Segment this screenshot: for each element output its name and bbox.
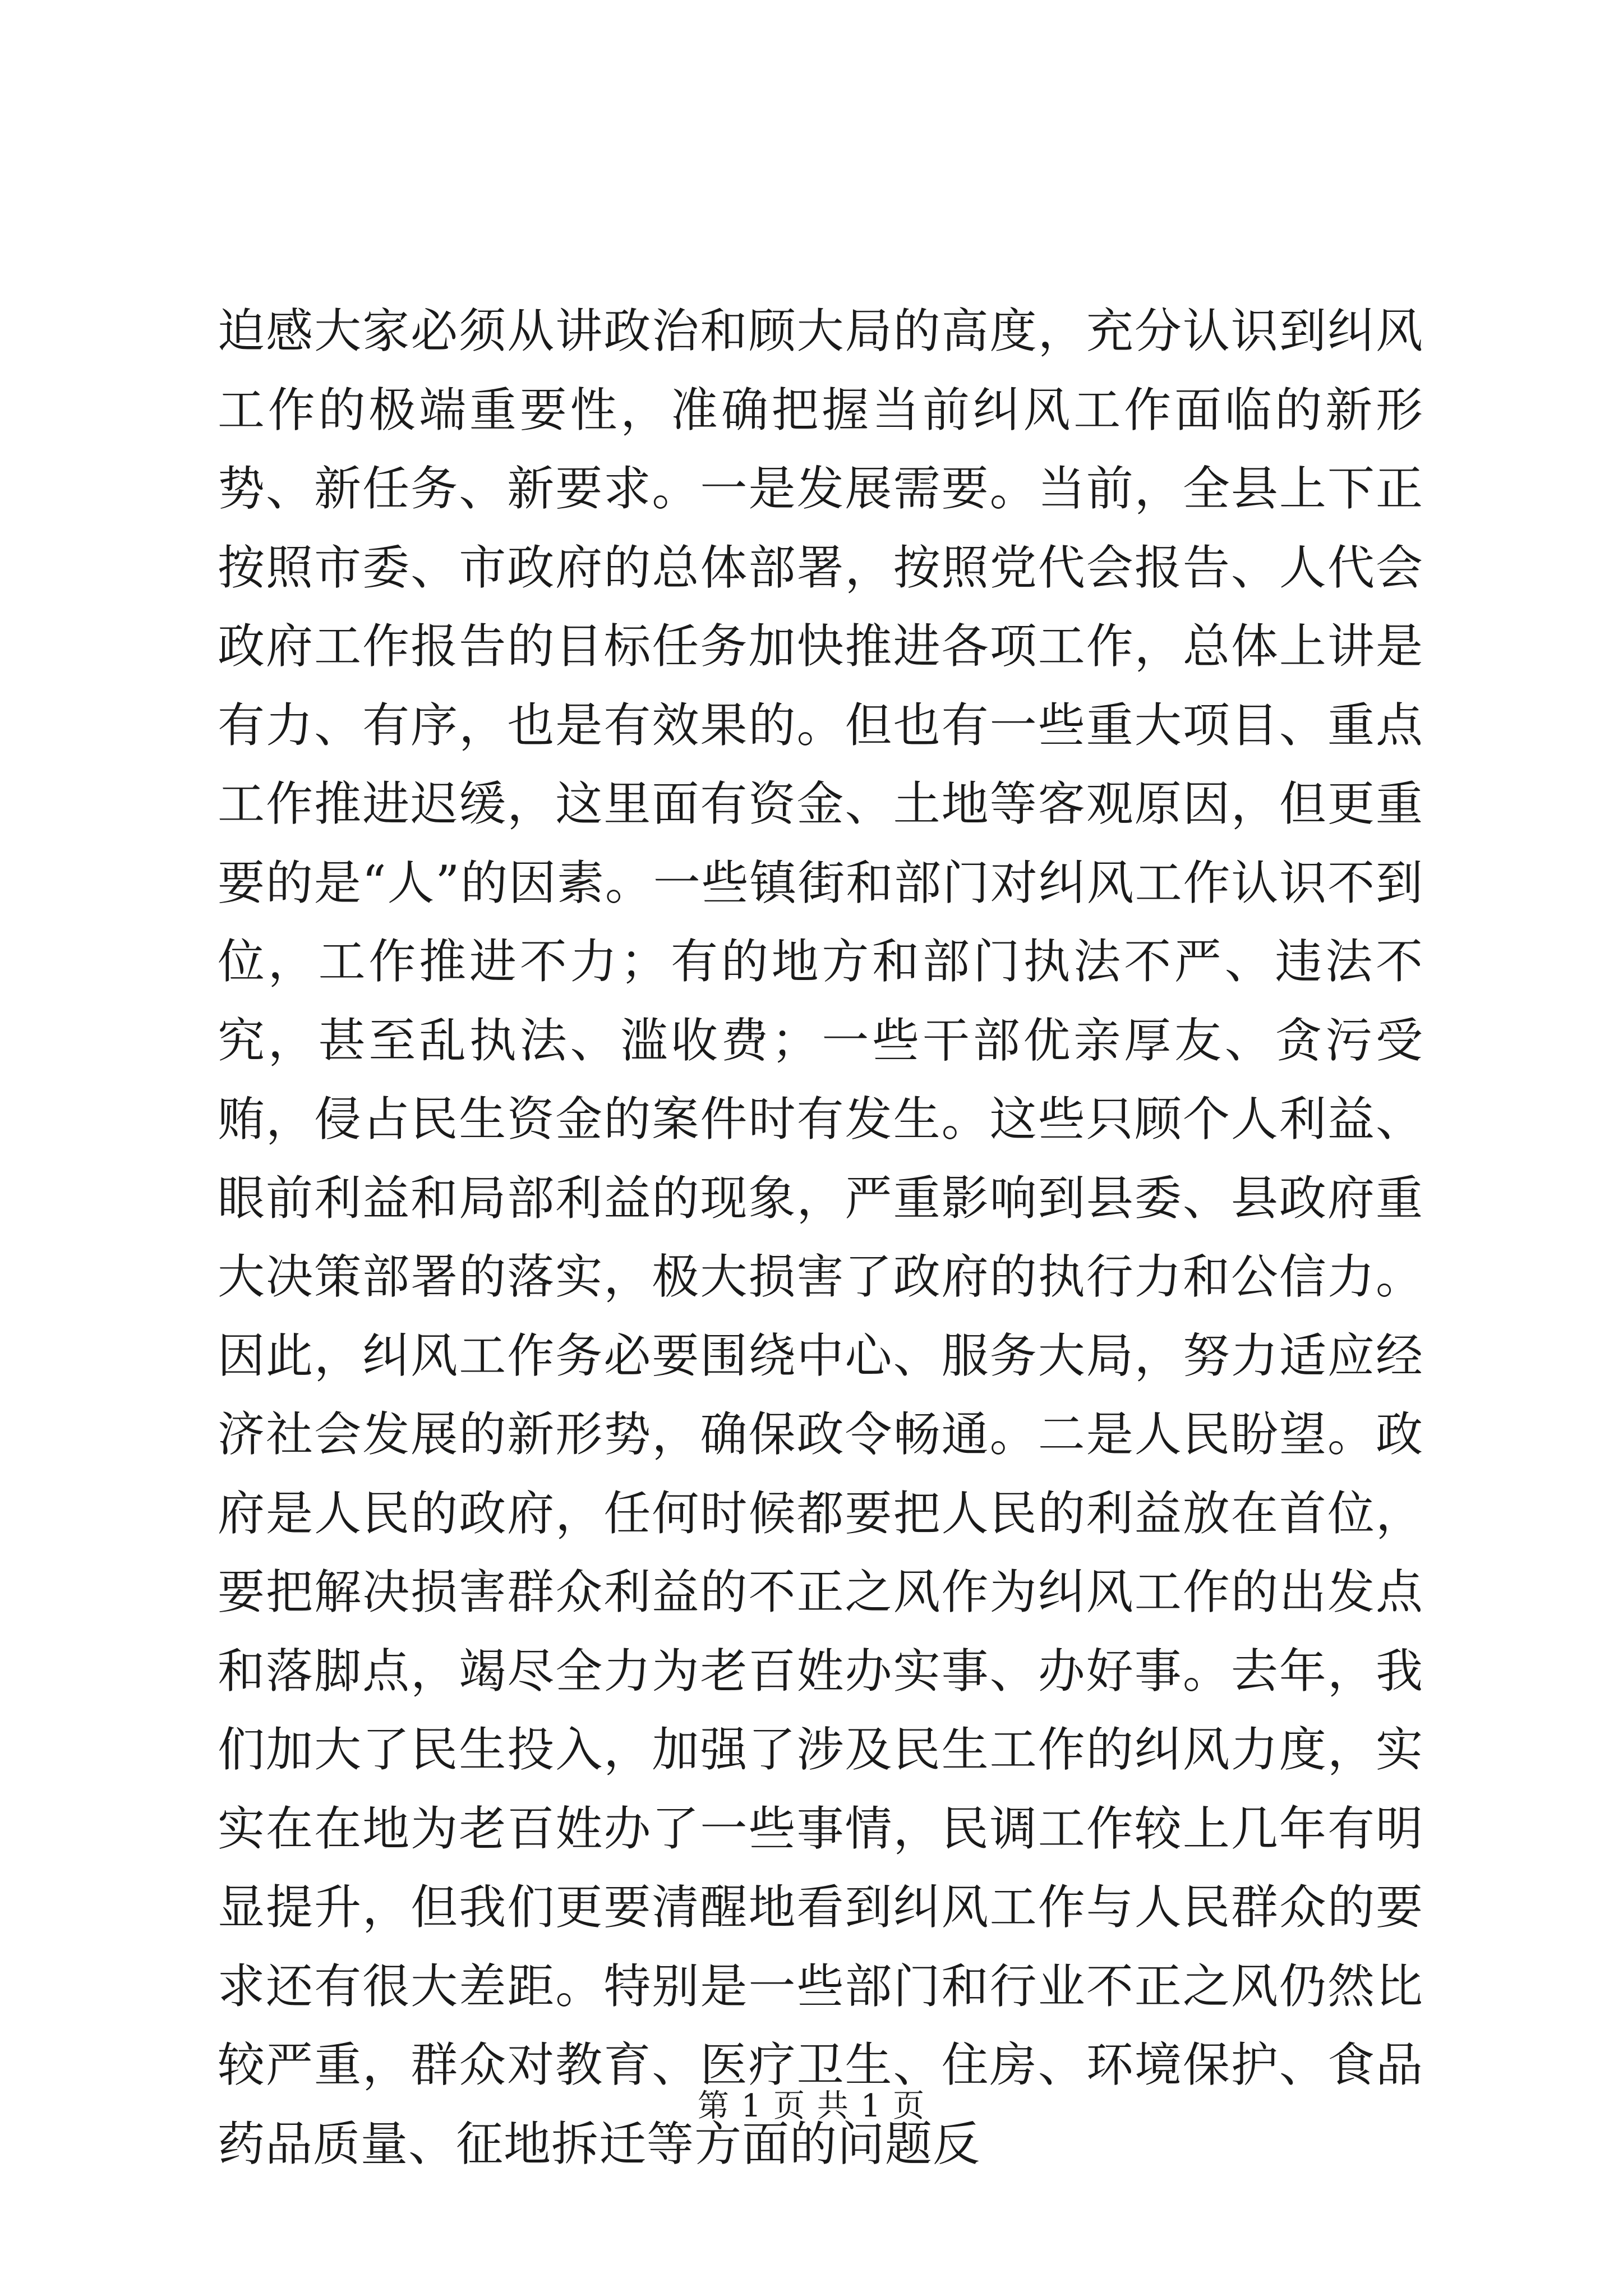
body-paragraph: 迫感大家必须从讲政治和顾大局的高度，充分认识到纠风工作的极端重要性，准确把握当前纠风工作面临的新形势、新任务、新要求。一是发展需要。当前，全县上下正按照市委、市政府的总体部署，按照党代会报告、人代会政府工作报告的目标任务加快推进各项工作，总体上讲是有力、有序，也是有效果的。但也有一些重大项目、重点工作推进迟缓，这里面有资金、土地等客观原因，但更重要的是“人”的因素。一些镇街和部门对纠风工作认识不到位，工作推进不力；有的地方和部门执法不严、违法不究，甚至乱执法、滥收费；一些干部优亲厚友、贪污受贿，侵占民生资金的案件时有发生。这些只顾个人利益、眼前利益和局部利益的现象，严重影响到县委、县政府重大决策部署的落实，极大损害了政府的执行力和公信力。因此，纠风工作务必要围绕中心、服务大局，努力适应经济社会发展的新形势，确保政令畅通。二是人民盼望。政府是人民的政府，任何时候都要把人民的利益放在首位，要把解决损害群众利益的不正之风作为纠风工作的出发点和落脚点，竭尽全力为老百姓办实事、办好事。去年，我们加大了民生投入，加强了涉及民生工作的纠风力度，实实在在地为老百姓办了一些事情，民调工作较上几年有明显提升，但我们更要清醒地看到纠风工作与人民群众的要求还有很大差距。特别是一些部门和行业不正之风仍然比较严重，群众对教育、医疗卫生、住房、环境保护、食品药品质量、征地拆迁等方面的问题反 bbox=[218, 303, 1423, 2171]
page-footer: 第 1 页 共 1 页 bbox=[697, 2088, 926, 2124]
